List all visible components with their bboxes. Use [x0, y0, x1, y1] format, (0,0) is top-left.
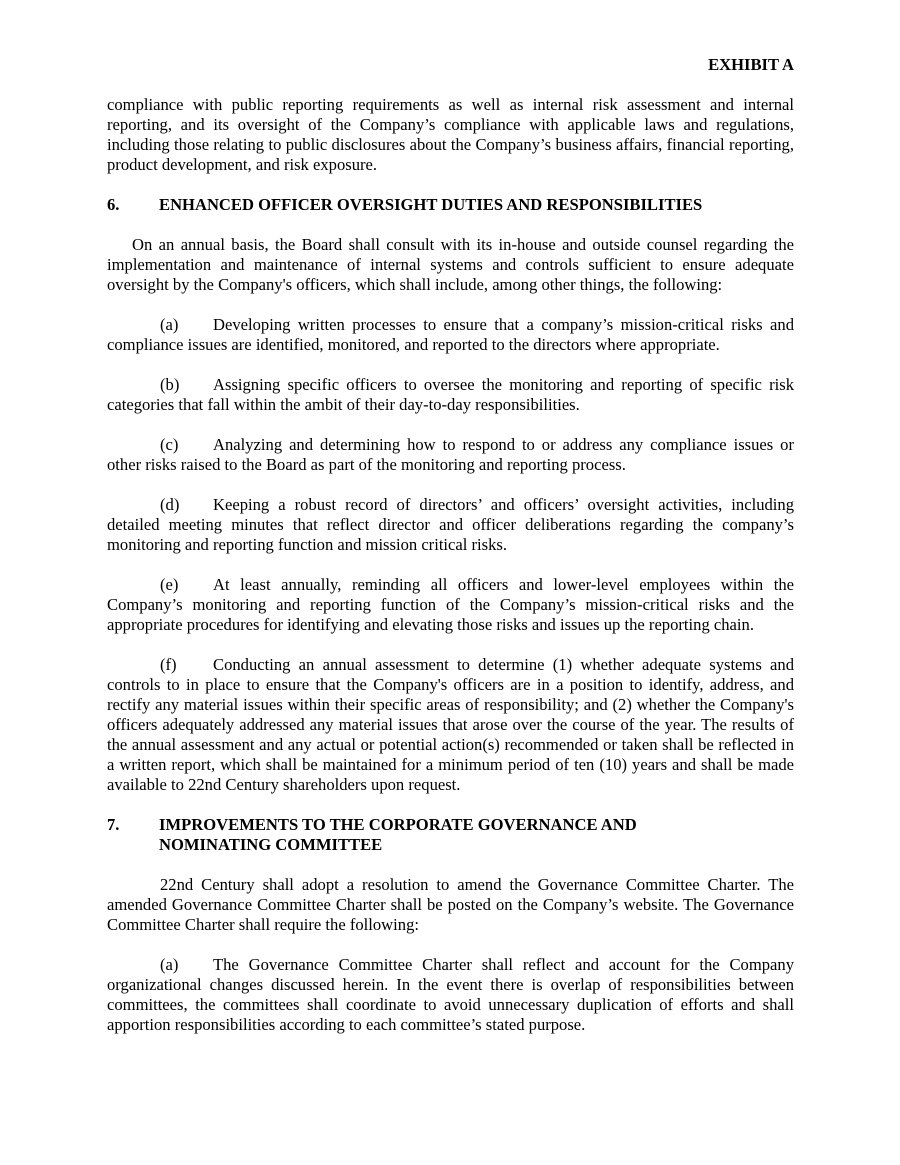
list-item [107, 495, 794, 555]
item-text: Conducting an annual assessment to determine (1) whether adequate systems and controls to in place to ensure that the Company's officers are in a position to identify, address, and rectify any material issues within their specific areas of responsibility; and (2) whether the Company's officers adequately addressed any material issues that arose over the course of the year. The results of the annual assessment and any actual or potential action(s) recommended or taken shall be reflected in a written report, which shall be maintained for a minimum period of ten (10) years and shall be made available to 22nd Century shareholders upon request. [107, 655, 794, 794]
item-text: The Governance Committee Charter shall reflect and account for the Company organizational changes discussed herein. In the event there is overlap of responsibilities between committees, the committees shall coordinate to avoid unnecessary duplication of efforts and shall apportion responsibilities according to each committee’s stated purpose. [107, 955, 794, 1034]
section-7-title-line-1: IMPROVEMENTS TO THE CORPORATE GOVERNANCE AND [159, 815, 637, 834]
item-text: Developing written processes to ensure that a company’s mission-critical risks and compliance issues are identified, monitored, and reported to the directors where appropriate. [107, 315, 794, 354]
list-item [107, 315, 794, 355]
section-6-lead: On an annual basis, the Board shall consult with its in-house and outside counsel regarding the implementation and maintenance of internal systems and controls sufficient to ensure adequate oversight by the Company's officers, which shall include, among other things, the following: [107, 235, 794, 294]
item-label: (d) [160, 495, 180, 514]
item-label: (e) [160, 575, 179, 594]
list-item [107, 955, 794, 1035]
item-text: At least annually, reminding all officers and lower-level employees within the Company’s monitoring and reporting function of the Company’s mission-critical risks and the appropriate procedures for identifying and elevating those risks and issues up the reporting chain. [107, 575, 794, 634]
section-7-title-line-2: NOMINATING COMMITTEE [159, 835, 383, 854]
document-page [107, 55, 794, 1035]
item-label: (f) [160, 655, 177, 674]
item-text: Analyzing and determining how to respond to or address any compliance issues or other risks raised to the Board as part of the monitoring and reporting process. [107, 435, 794, 474]
section-6-heading [107, 195, 794, 215]
list-item [107, 435, 794, 475]
item-label: (a) [160, 315, 179, 334]
item-text: Keeping a robust record of directors’ and officers’ oversight activities, including detailed meeting minutes that reflect director and officer deliberations regarding the company’s monitoring and reporting function and mission critical risks. [107, 495, 794, 554]
section-7-number: 7. [107, 815, 120, 834]
section-7-lead: 22nd Century shall adopt a resolution to amend the Governance Committee Charter. The amended Governance Committee Charter shall be posted on the Company’s website. The Governance Committee Charter shall require the following: [107, 875, 794, 934]
item-text: Assigning specific officers to oversee the monitoring and reporting of specific risk categories that fall within the ambit of their day-to-day responsibilities. [107, 375, 794, 414]
item-label: (b) [160, 375, 180, 394]
list-item [107, 575, 794, 635]
section-7-heading [107, 815, 794, 855]
intro-paragraph: compliance with public reporting requirements as well as internal risk assessment and internal reporting, and its oversight of the Company’s compliance with applicable laws and regulations, including those relating to public disclosures about the Company’s business affairs, financial reporting, product development, and risk exposure. [107, 95, 794, 174]
item-label: (c) [160, 435, 179, 454]
section-7-title [159, 815, 794, 855]
section-6-number: 6. [107, 195, 120, 214]
list-item [107, 655, 794, 795]
section-6-title: ENHANCED OFFICER OVERSIGHT DUTIES AND RESPONSIBILITIES [159, 195, 703, 214]
item-label: (a) [160, 955, 179, 974]
exhibit-label: EXHIBIT A [708, 55, 794, 74]
list-item [107, 375, 794, 415]
